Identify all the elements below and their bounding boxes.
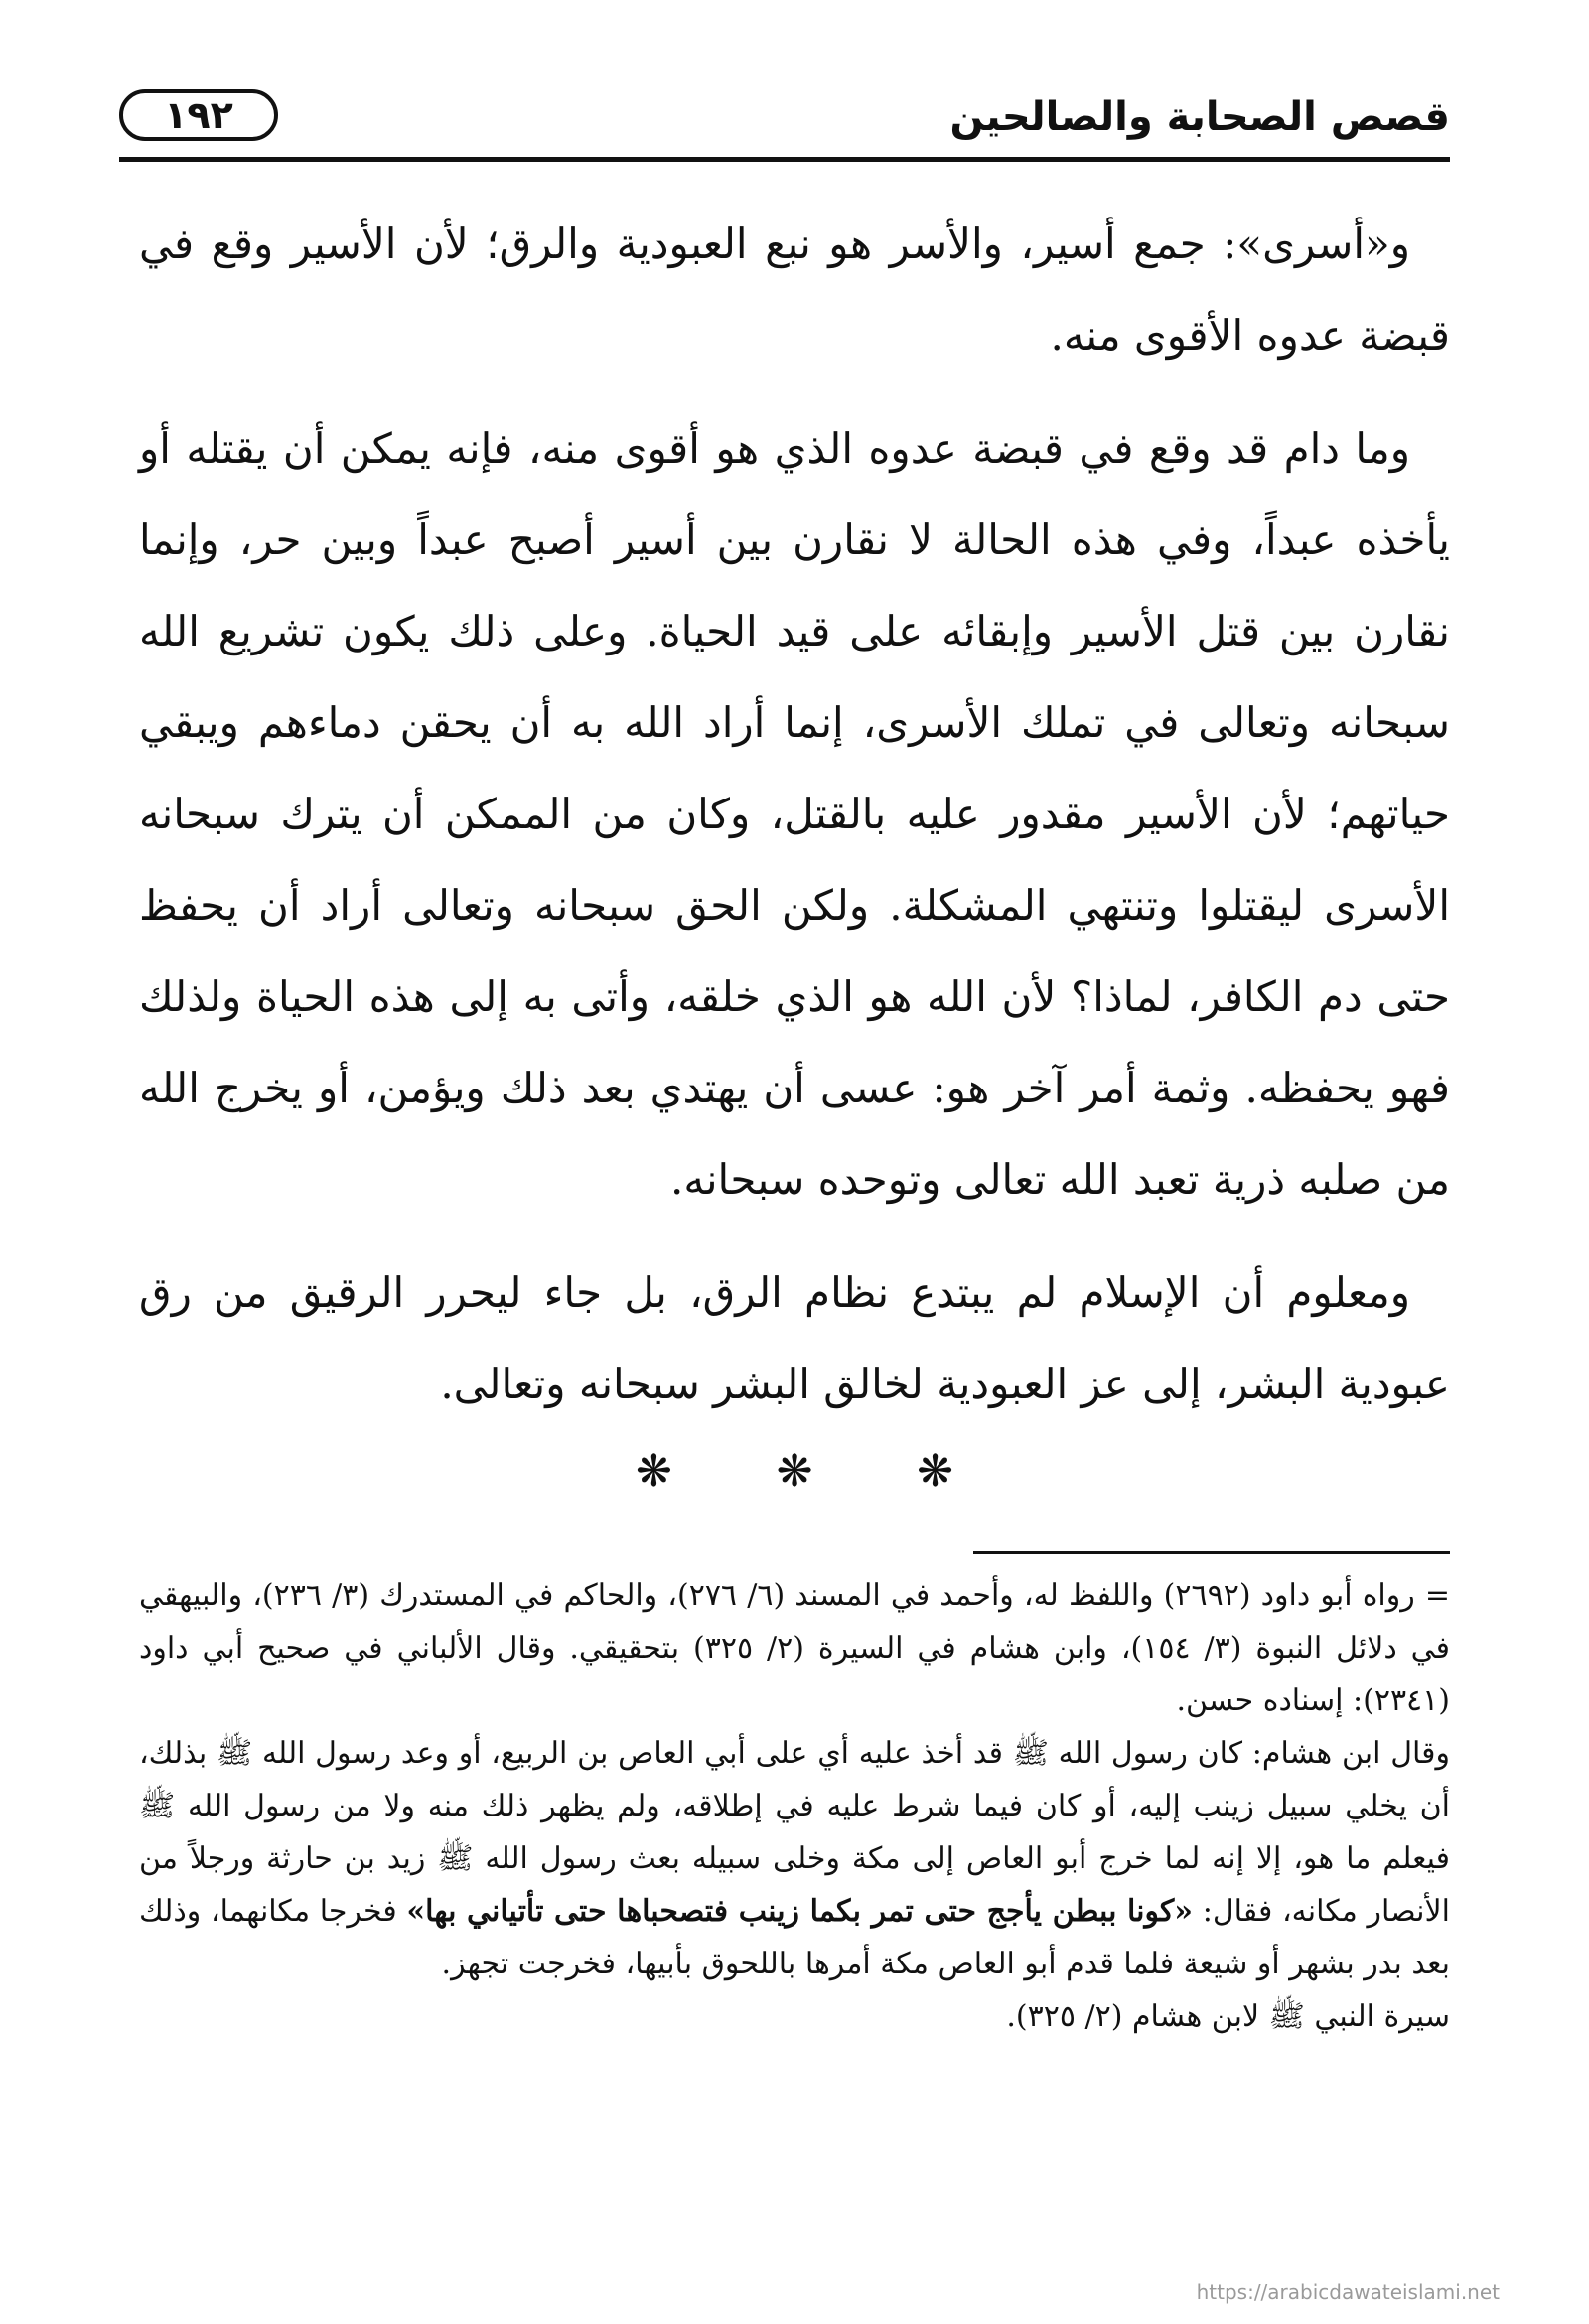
footnotes [139,1569,1450,2043]
paragraph-3: ومعلوم أن الإسلام لم يبتدع نظام الرق، بل جاء ليحرر الرقيق من رق عبودية البشر، إلى عز العبودية لخالق البشر سبحانه وتعالى. [139,1268,1450,1408]
main-text [139,199,1450,1452]
footnote-2-text-b: فخرجا مكانهما، وذلك بعد بدر بشهر أو شيعة فلما قدم أبو العاص مكة أمرها باللحوق بأبيها، فخرجت تجهز. [139,1894,1450,1981]
footnote-2 [139,1727,1450,1990]
footnote-2-hadith-quote: «كونا ببطن يأجج حتى تمر بكما زينب فتصحباها حتى تأتياني بها» [406,1894,1194,1929]
star-icon: ❋ [776,1446,813,1497]
page-number-badge [119,89,278,141]
footnote-1: = رواه أبو داود (٢٦٩٢) واللفظ له، وأحمد في المسند (٦/ ٢٧٦)، والحاكم في المستدرك (٣/ ٢٣٦)، والبيهقي في دلائل النبوة (٣/ ١٥٤)، وابن هشام في السيرة (٢/ ٣٢٥) بتحقيقي. وقال الألباني في صحيح أبي داود (٢٣٤١): إسناده حسن. [139,1578,1451,1718]
footnote-2-text-a: وقال ابن هشام: كان رسول الله ﷺ قد أخذ عليه أي على أبي العاص بن الربيع، أو وعد رسول الله ﷺ بذلك، أن يخلي سبيل زينب إليه، أو كان فيما شرط عليه في إطلاقه، ولم يظهر ذلك منه ولا من رسول الله ﷺ فيعلم ما هو، إلا إنه لما خرج أبو العاص إلى مكة وخلى سبيله بعث رسول الله ﷺ زيد بن حارثة ورجلاً من الأنصار مكانه، فقال: [139,1736,1450,1929]
section-separator [636,1446,953,1497]
paragraph-1: و«أسرى»: جمع أسير، والأسر هو نبع العبودية والرق؛ لأن الأسير وقع في قبضة عدوه الأقوى منه. [139,219,1450,360]
page-number: ١٩٢ [164,93,233,137]
footnote-rule [973,1551,1450,1554]
paragraph-2: وما دام قد وقع في قبضة عدوه الذي هو أقوى منه، فإنه يمكن أن يقتله أو يأخذه عبداً، وفي هذه الحالة لا نقارن بين أسير أصبح عبداً وبين حر، وإنما نقارن بين قتل الأسير وإبقائه على قيد الحياة. وعلى ذلك يكون تشريع الله سبحانه وتعالى في تملك الأسرى، إنما أراد الله به أن يحقن دماءهم ويبقي حياتهم؛ لأن الأسير مقدور عليه بالقتل، وكان من الممكن أن يترك سبحانه الأسرى ليقتلوا وتنتهي المشكلة. ولكن الحق سبحانه وتعالى أراد أن يحفظ حتى دم الكافر، لماذا؟ لأن الله هو الذي خلقه، وأتى به إلى هذه الحياة ولذلك فهو يحفظه. وثمة أمر آخر هو: عسى أن يهتدي بعد ذلك ويؤمن، أو يخرج الله من صلبه ذرية تعبد الله تعالى وتوحده سبحانه. [139,424,1450,1204]
star-icon: ❋ [917,1446,953,1497]
watermark-url: https://arabicdawateislami.net [1196,2280,1500,2304]
footnote-3: سيرة النبي ﷺ لابن هشام (٢/ ٣٢٥). [1006,1999,1450,2034]
star-icon: ❋ [636,1446,672,1497]
running-header [119,79,1450,169]
header-rule [119,157,1450,162]
running-title: قصص الصحابة والصالحين [949,94,1450,140]
